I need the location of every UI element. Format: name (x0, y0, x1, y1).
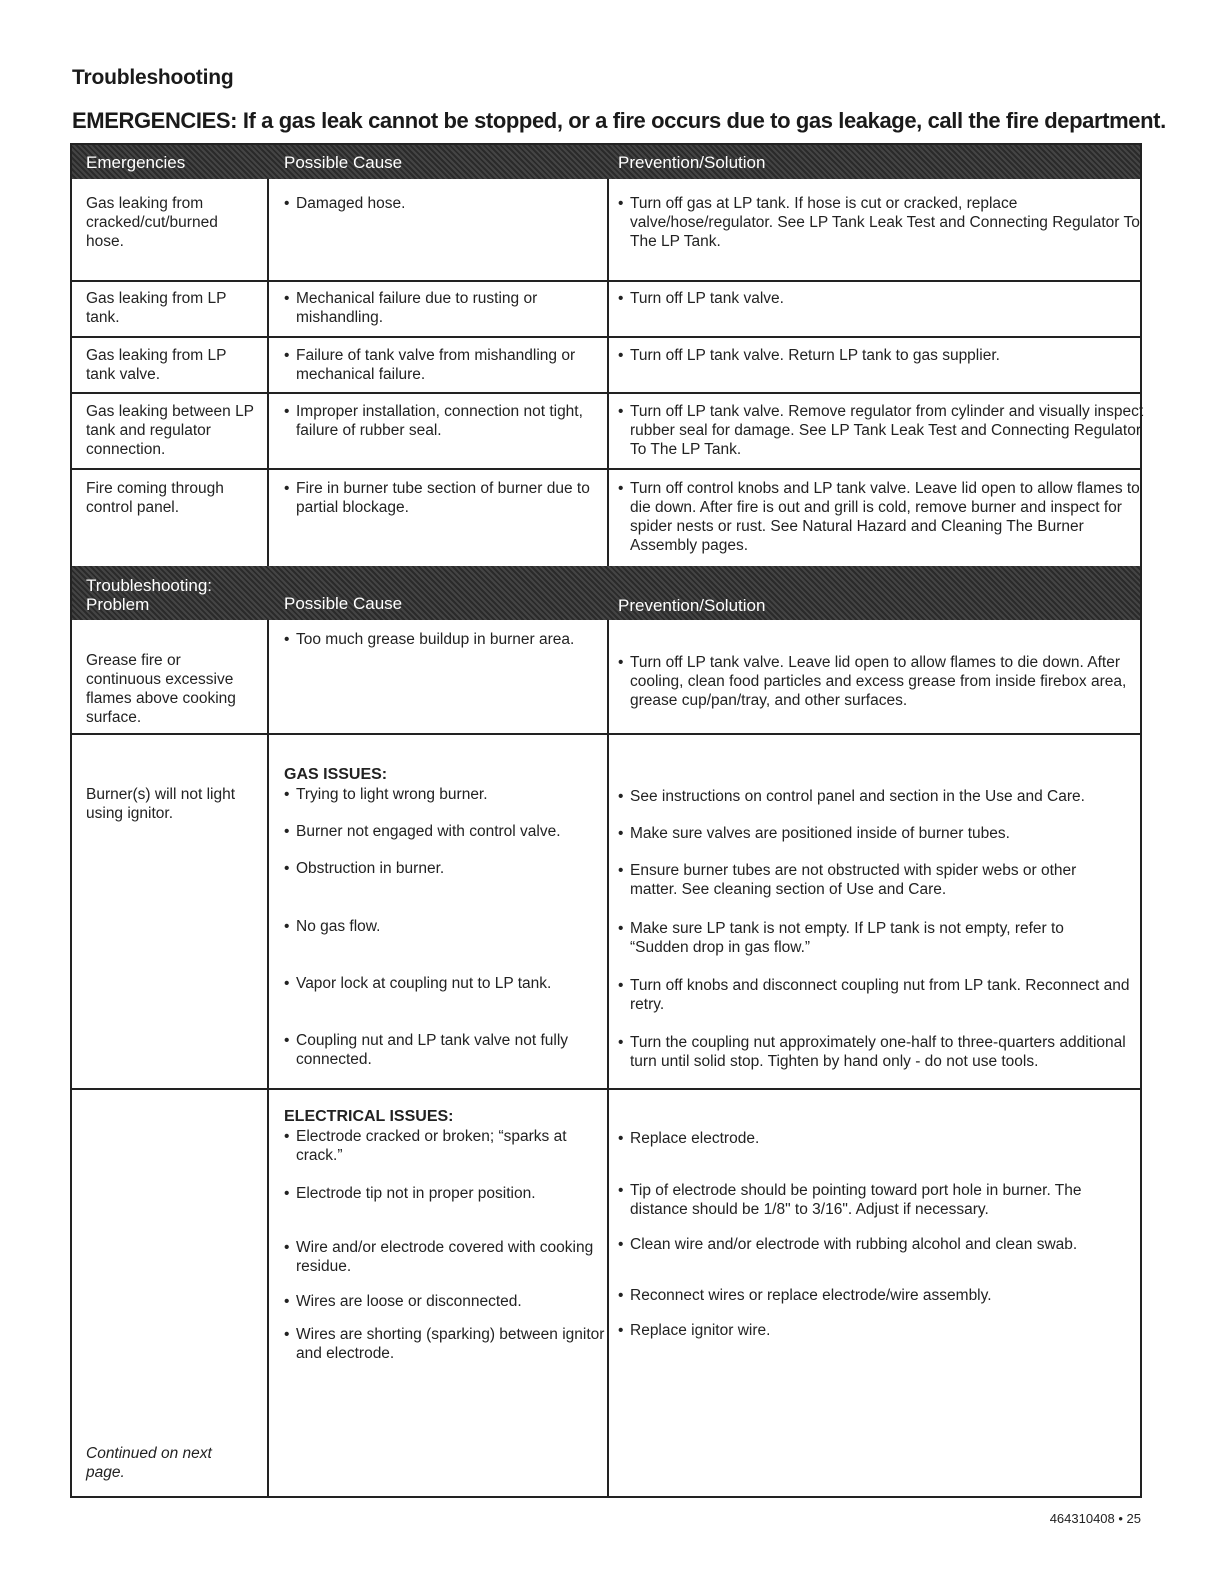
row-divider (72, 280, 1140, 282)
electrical-issue-solution: • Replace ignitor wire. (618, 1321, 1145, 1340)
table-row-problem: Gas leaking from cracked/cut/burned hose. (86, 195, 218, 250)
row-divider (72, 336, 1140, 338)
table-row-problem: Gas leaking from LP tank valve. (86, 347, 227, 383)
header-prevention-solution: Prevention/Solution (618, 153, 766, 172)
gas-issues-heading: GAS ISSUES: (284, 766, 388, 783)
table-row-problem: Burner(s) will not light using ignitor. (86, 786, 236, 822)
table-row-solution: • Turn off gas at LP tank. If hose is cut or cracked, replace valve/hose/regulator. See LP Tank Leak Test and Connecting Regulator To The LP Tank. (618, 194, 1145, 251)
table-row-cause: • Improper installation, connection not tight, failure of rubber seal. (284, 402, 611, 440)
gas-issue-cause: • No gas flow. (284, 917, 611, 936)
row-divider (72, 733, 1140, 735)
table-row-solution: • Turn off LP tank valve. (618, 289, 1145, 308)
column-divider (267, 145, 269, 1496)
gas-issue-cause: • Vapor lock at coupling nut to LP tank. (284, 974, 611, 993)
header-possible-cause: Possible Cause (284, 153, 403, 172)
page-title: Troubleshooting (72, 66, 234, 89)
table-row-cause: • Too much grease buildup in burner area. (284, 630, 616, 649)
table-row-solution: • Turn off LP tank valve. Return LP tank to gas supplier. (618, 346, 1145, 365)
header-problem: Troubleshooting: Problem (86, 576, 213, 614)
gas-issue-cause: • Coupling nut and LP tank valve not fully connected. (284, 1031, 606, 1069)
troubleshooting-header (72, 566, 1140, 620)
row-divider (72, 468, 1140, 470)
gas-issue-solution: • Turn the coupling nut approximately one-half to three-quarters additional turn until solid stop. Tighten by hand only - do not use tools. (618, 1033, 1150, 1071)
row-divider (72, 392, 1140, 394)
table-row-problem: Gas leaking between LP tank and regulator connection. (86, 403, 254, 458)
electrical-issue-cause: • Electrode cracked or broken; “sparks at crack.” (284, 1127, 606, 1165)
table-row-problem: Gas leaking from LP tank. (86, 290, 227, 326)
header-prevention-solution: Prevention/Solution (618, 596, 766, 615)
table-row-solution: • Turn off LP tank valve. Remove regulator from cylinder and visually inspect rubber seal for damage. See LP Tank Leak Test and Connecting Regulator To The LP Tank. (618, 402, 1145, 459)
electrical-issue-solution: • Reconnect wires or replace electrode/wire assembly. (618, 1286, 1145, 1305)
electrical-issue-cause: • Wires are shorting (sparking) between ignitor and electrode. (284, 1325, 606, 1363)
header-emergencies: Emergencies (86, 153, 186, 172)
electrical-issue-cause: • Wire and/or electrode covered with cooking residue. (284, 1238, 596, 1276)
table-row-solution: • Turn off LP tank valve. Leave lid open to allow flames to die down. After cooling, clean food particles and excess grease from inside firebox area, grease cup/pan/tray, and other surfaces. (618, 653, 1145, 710)
header-possible-cause: Possible Cause (284, 594, 403, 613)
table-row-problem: Fire coming through control panel. (86, 480, 224, 516)
electrical-issue-cause: • Wires are loose or disconnected. (284, 1292, 611, 1311)
continued-note: Continued on next page. (86, 1445, 212, 1481)
electrical-issues-heading: ELECTRICAL ISSUES: (284, 1108, 454, 1125)
gas-issue-solution: • See instructions on control panel and section in the Use and Care. (618, 787, 1145, 806)
table-row-cause: • Failure of tank valve from mishandling or mechanical failure. (284, 346, 611, 384)
gas-issue-solution: • Ensure burner tubes are not obstructed with spider webs or other matter. See cleaning section of Use and Care. (618, 861, 1120, 899)
gas-issue-cause: • Burner not engaged with control valve. (284, 822, 611, 841)
gas-issue-cause: • Trying to light wrong burner. (284, 785, 611, 804)
table-row-cause: • Mechanical failure due to rusting or mishandling. (284, 289, 611, 327)
gas-issue-solution: • Make sure LP tank is not empty. If LP tank is not empty, refer to “Sudden drop in gas flow.” (618, 919, 1110, 957)
table-row-cause: • Fire in burner tube section of burner due to partial blockage. (284, 479, 611, 517)
troubleshooting-table (70, 143, 1142, 1498)
table-row-cause: • Damaged hose. (284, 194, 611, 213)
electrical-issue-solution: • Tip of electrode should be pointing toward port hole in burner. The distance should be 1/8" to 3/16". Adjust if necessary. (618, 1181, 1130, 1219)
electrical-issue-solution: • Clean wire and/or electrode with rubbing alcohol and clean swab. (618, 1235, 1145, 1254)
emergency-warning: EMERGENCIES: If a gas leak cannot be stopped, or a fire occurs due to gas leakage, call the fire department. (72, 108, 1166, 133)
gas-issue-cause: • Obstruction in burner. (284, 859, 611, 878)
electrical-issue-solution: • Replace electrode. (618, 1129, 1145, 1148)
gas-issue-solution: • Make sure valves are positioned inside of burner tubes. (618, 824, 1145, 843)
electrical-issue-cause: • Electrode tip not in proper position. (284, 1184, 611, 1203)
table-row-solution: • Turn off control knobs and LP tank valve. Leave lid open to allow flames to die down. After fire is out and grill is cold, remove burner and inspect for spider nests or rust. See Natural Hazard and Cleaning The Burner Assembly pages. (618, 479, 1145, 555)
emergencies-header (72, 145, 1140, 179)
table-row-problem: Grease fire or continuous excessive flames above cooking surface. (86, 652, 236, 726)
page-number: 464310408 • 25 (1049, 1511, 1141, 1526)
gas-issue-solution: • Turn off knobs and disconnect coupling nut from LP tank. Reconnect and retry. (618, 976, 1145, 1014)
row-divider (72, 1088, 1140, 1090)
